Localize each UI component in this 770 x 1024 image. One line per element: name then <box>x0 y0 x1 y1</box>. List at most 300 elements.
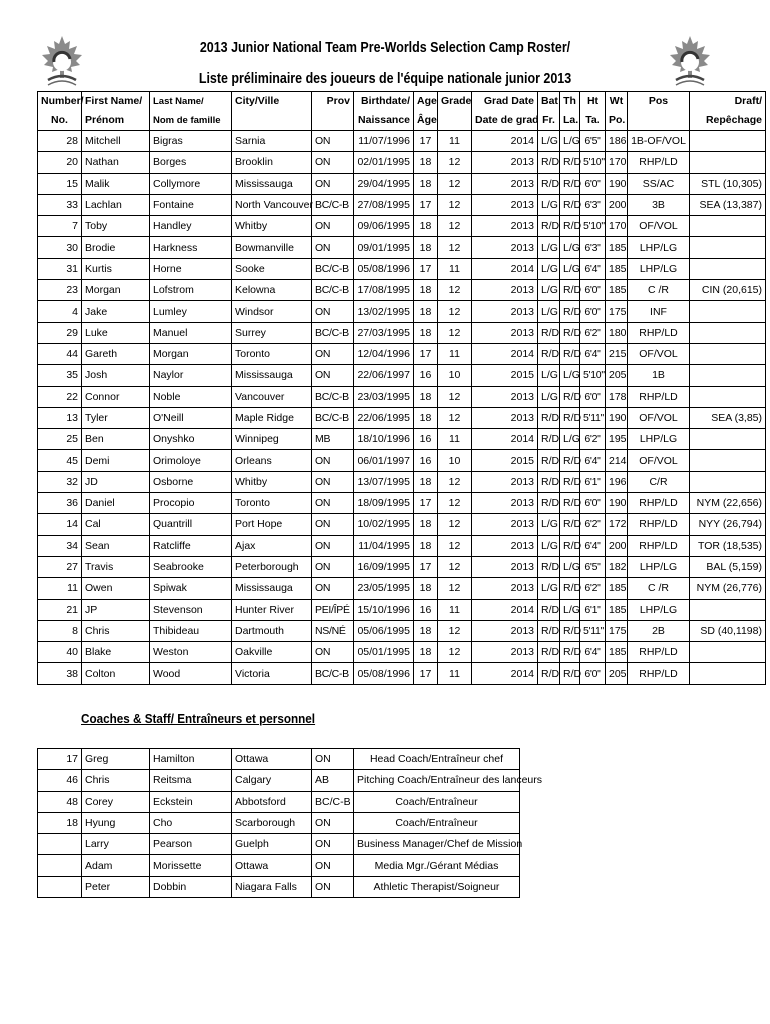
cell-grad-date: 2013 <box>472 471 538 492</box>
cell-prov: ON <box>312 642 354 663</box>
cell-birthdate: 13/07/1995 <box>354 471 414 492</box>
cell-last-name: Handley <box>150 216 232 237</box>
cell-prov: ON <box>312 152 354 173</box>
cell-number: 45 <box>38 450 82 471</box>
cell-grad-date: 2013 <box>472 620 538 641</box>
cell-draft: NYM (26,776) <box>690 578 766 599</box>
cell-height: 6'2" <box>580 578 606 599</box>
cell-bat: L/G <box>538 131 560 152</box>
cell-draft <box>690 599 766 620</box>
cell-last-name: Collymore <box>150 173 232 194</box>
cell-age: 17 <box>414 556 438 577</box>
cell-draft: SEA (3,85) <box>690 407 766 428</box>
cell-height: 5'10" <box>580 216 606 237</box>
header-bat: Fr. <box>538 111 560 131</box>
cell-city: Sooke <box>232 258 312 279</box>
cell-height: 6'4" <box>580 642 606 663</box>
cell-grad-date: 2014 <box>472 599 538 620</box>
cell-grad-date: 2013 <box>472 386 538 407</box>
cell-city: Mississauga <box>232 365 312 386</box>
cell-prov: NS/NÉ <box>312 620 354 641</box>
cell-position: RHP/LD <box>628 663 690 684</box>
staff-cell-role: Coach/Entraîneur <box>354 812 520 833</box>
table-row <box>38 535 766 556</box>
table-row <box>38 322 766 343</box>
table-row <box>38 131 766 152</box>
cell-weight: 185 <box>606 642 628 663</box>
cell-last-name: Wood <box>150 663 232 684</box>
cell-weight: 186 <box>606 131 628 152</box>
cell-birthdate: 09/06/1995 <box>354 216 414 237</box>
cell-birthdate: 29/04/1995 <box>354 173 414 194</box>
cell-last-name: Stevenson <box>150 599 232 620</box>
header-first-name: Prénom <box>82 111 150 131</box>
cell-bat: R/D <box>538 343 560 364</box>
header-last-name: Nom de famille <box>150 111 232 131</box>
cell-first-name: Lachlan <box>82 194 150 215</box>
cell-last-name: Quantrill <box>150 514 232 535</box>
cell-age: 18 <box>414 642 438 663</box>
header-grad-date: Date de grad <box>472 111 538 131</box>
header-number: Number/ <box>38 92 82 112</box>
cell-draft: CIN (20,615) <box>690 280 766 301</box>
staff-cell-last-name: Cho <box>150 812 232 833</box>
cell-birthdate: 10/02/1995 <box>354 514 414 535</box>
cell-grad-date: 2014 <box>472 663 538 684</box>
staff-cell-last-name: Eckstein <box>150 791 232 812</box>
table-row <box>38 493 766 514</box>
header-grad-date: Grad Date <box>472 92 538 112</box>
cell-prov: BC/C-B <box>312 663 354 684</box>
cell-prov: BC/C-B <box>312 322 354 343</box>
cell-last-name: Lumley <box>150 301 232 322</box>
cell-city: Bowmanville <box>232 237 312 258</box>
cell-city: Sarnia <box>232 131 312 152</box>
cell-first-name: Tyler <box>82 407 150 428</box>
cell-weight: 185 <box>606 578 628 599</box>
cell-first-name: Colton <box>82 663 150 684</box>
cell-throw: R/D <box>560 322 580 343</box>
cell-grade: 12 <box>438 280 472 301</box>
table-row <box>38 450 766 471</box>
cell-number: 32 <box>38 471 82 492</box>
cell-last-name: Horne <box>150 258 232 279</box>
table-row <box>38 258 766 279</box>
cell-bat: R/D <box>538 429 560 450</box>
cell-city: Surrey <box>232 322 312 343</box>
cell-grad-date: 2013 <box>472 535 538 556</box>
cell-grad-date: 2013 <box>472 301 538 322</box>
cell-age: 18 <box>414 280 438 301</box>
cell-throw: L/G <box>560 599 580 620</box>
cell-draft: TOR (18,535) <box>690 535 766 556</box>
cell-birthdate: 23/05/1995 <box>354 578 414 599</box>
cell-position: LHP/LG <box>628 258 690 279</box>
cell-age: 17 <box>414 343 438 364</box>
cell-weight: 190 <box>606 407 628 428</box>
cell-grade: 11 <box>438 599 472 620</box>
cell-draft <box>690 450 766 471</box>
staff-cell-number: 17 <box>38 749 82 770</box>
cell-position: RHP/LD <box>628 386 690 407</box>
cell-draft: BAL (5,159) <box>690 556 766 577</box>
cell-prov: BC/C-B <box>312 386 354 407</box>
cell-first-name: Brodie <box>82 237 150 258</box>
cell-city: Windsor <box>232 301 312 322</box>
cell-draft: NYY (26,794) <box>690 514 766 535</box>
header-first-name: First Name/ <box>82 92 150 112</box>
cell-height: 6'0" <box>580 493 606 514</box>
cell-number: 8 <box>38 620 82 641</box>
cell-first-name: Gareth <box>82 343 150 364</box>
cell-grad-date: 2013 <box>472 216 538 237</box>
cell-grad-date: 2015 <box>472 365 538 386</box>
cell-position: C /R <box>628 280 690 301</box>
cell-number: 28 <box>38 131 82 152</box>
cell-height: 6'3" <box>580 194 606 215</box>
cell-prov: ON <box>312 216 354 237</box>
cell-draft: SEA (13,387) <box>690 194 766 215</box>
cell-city: Peterborough <box>232 556 312 577</box>
cell-height: 6'4" <box>580 450 606 471</box>
cell-weight: 200 <box>606 535 628 556</box>
cell-bat: L/G <box>538 258 560 279</box>
cell-grade: 11 <box>438 258 472 279</box>
cell-height: 5'11" <box>580 407 606 428</box>
cell-throw: L/G <box>560 365 580 386</box>
cell-bat: R/D <box>538 663 560 684</box>
cell-last-name: Manuel <box>150 322 232 343</box>
cell-last-name: O'Neill <box>150 407 232 428</box>
cell-bat: R/D <box>538 173 560 194</box>
cell-grade: 11 <box>438 343 472 364</box>
header-position <box>628 111 690 131</box>
cell-weight: 196 <box>606 471 628 492</box>
staff-heading: Coaches & Staff/ Entraîneurs et personnel <box>81 711 316 726</box>
cell-weight: 180 <box>606 322 628 343</box>
cell-throw: R/D <box>560 343 580 364</box>
cell-height: 6'0" <box>580 301 606 322</box>
cell-first-name: Demi <box>82 450 150 471</box>
cell-height: 6'5" <box>580 131 606 152</box>
header-throw: La. <box>560 111 580 131</box>
cell-number: 27 <box>38 556 82 577</box>
table-row <box>38 173 766 194</box>
cell-position: INF <box>628 301 690 322</box>
cell-weight: 172 <box>606 514 628 535</box>
cell-number: 4 <box>38 301 82 322</box>
cell-weight: 200 <box>606 194 628 215</box>
cell-throw: R/D <box>560 216 580 237</box>
cell-grade: 12 <box>438 237 472 258</box>
staff-cell-first-name: Hyung <box>82 812 150 833</box>
cell-weight: 205 <box>606 663 628 684</box>
cell-grade: 10 <box>438 450 472 471</box>
cell-city: Vancouver <box>232 386 312 407</box>
cell-city: Toronto <box>232 343 312 364</box>
cell-first-name: Josh <box>82 365 150 386</box>
cell-bat: R/D <box>538 322 560 343</box>
cell-prov: ON <box>312 131 354 152</box>
cell-prov: ON <box>312 493 354 514</box>
cell-age: 18 <box>414 237 438 258</box>
cell-age: 18 <box>414 514 438 535</box>
cell-birthdate: 23/03/1995 <box>354 386 414 407</box>
staff-cell-role: Coach/Entraîneur <box>354 791 520 812</box>
header-age: Âge <box>414 111 438 131</box>
cell-draft <box>690 301 766 322</box>
staff-cell-role: Pitching Coach/Entraîneur des lanceurs <box>354 770 520 791</box>
staff-cell-role: Athletic Therapist/Soigneur <box>354 876 520 897</box>
staff-cell-first-name: Peter <box>82 876 150 897</box>
document-title-line1: 2013 Junior National Team Pre-Worlds Selection Camp Roster/ <box>199 40 571 56</box>
staff-cell-last-name: Morissette <box>150 855 232 876</box>
cell-last-name: Procopio <box>150 493 232 514</box>
cell-draft <box>690 386 766 407</box>
cell-age: 18 <box>414 535 438 556</box>
staff-cell-first-name: Corey <box>82 791 150 812</box>
cell-first-name: Daniel <box>82 493 150 514</box>
cell-city: Orleans <box>232 450 312 471</box>
cell-number: 34 <box>38 535 82 556</box>
cell-draft <box>690 471 766 492</box>
staff-body <box>38 749 543 898</box>
cell-birthdate: 27/08/1995 <box>354 194 414 215</box>
table-row <box>38 770 520 791</box>
cell-city: Maple Ridge <box>232 407 312 428</box>
cell-position: RHP/LD <box>628 152 690 173</box>
cell-city: Winnipeg <box>232 429 312 450</box>
cell-birthdate: 02/01/1995 <box>354 152 414 173</box>
staff-cell-role: Business Manager/Chef de Mission <box>354 834 520 855</box>
document-title-line2: Liste préliminaire des joueurs de l'équipe nationale junior 2013 <box>198 71 572 87</box>
staff-cell-last-name: Reitsma <box>150 770 232 791</box>
cell-prov: ON <box>312 450 354 471</box>
cell-age: 17 <box>414 493 438 514</box>
cell-first-name: Morgan <box>82 280 150 301</box>
table-row <box>38 599 766 620</box>
cell-position: C/R <box>628 471 690 492</box>
cell-age: 18 <box>414 301 438 322</box>
cell-bat: R/D <box>538 216 560 237</box>
cell-position: LHP/LG <box>628 556 690 577</box>
cell-grade: 12 <box>438 152 472 173</box>
cell-throw: R/D <box>560 194 580 215</box>
staff-cell-city: Calgary <box>232 770 312 791</box>
cell-throw: R/D <box>560 386 580 407</box>
cell-weight: 185 <box>606 599 628 620</box>
cell-city: Toronto <box>232 493 312 514</box>
cell-prov: ON <box>312 301 354 322</box>
cell-age: 18 <box>414 216 438 237</box>
cell-position: RHP/LD <box>628 322 690 343</box>
cell-age: 17 <box>414 258 438 279</box>
staff-cell-prov: ON <box>312 812 354 833</box>
cell-height: 6'4" <box>580 258 606 279</box>
staff-cell-last-name: Hamilton <box>150 749 232 770</box>
table-row <box>38 578 766 599</box>
cell-birthdate: 09/01/1995 <box>354 237 414 258</box>
cell-last-name: Borges <box>150 152 232 173</box>
header-position: Pos <box>628 92 690 112</box>
cell-first-name: Owen <box>82 578 150 599</box>
cell-draft <box>690 258 766 279</box>
cell-weight: 190 <box>606 493 628 514</box>
cell-height: 6'5" <box>580 556 606 577</box>
cell-throw: L/G <box>560 429 580 450</box>
cell-weight: 182 <box>606 556 628 577</box>
staff-cell-number <box>38 834 82 855</box>
cell-height: 5'10" <box>580 152 606 173</box>
cell-position: 2B <box>628 620 690 641</box>
cell-draft <box>690 663 766 684</box>
cell-birthdate: 05/06/1995 <box>354 620 414 641</box>
cell-throw: L/G <box>560 556 580 577</box>
roster-table <box>37 91 766 685</box>
staff-cell-first-name: Greg <box>82 749 150 770</box>
cell-grade: 12 <box>438 514 472 535</box>
cell-first-name: Blake <box>82 642 150 663</box>
cell-age: 16 <box>414 450 438 471</box>
cell-bat: R/D <box>538 450 560 471</box>
cell-prov: BC/C-B <box>312 280 354 301</box>
cell-grad-date: 2014 <box>472 343 538 364</box>
roster-header-row-2 <box>38 111 766 131</box>
cell-grad-date: 2013 <box>472 322 538 343</box>
cell-grad-date: 2014 <box>472 131 538 152</box>
cell-birthdate: 22/06/1995 <box>354 407 414 428</box>
cell-birthdate: 12/04/1996 <box>354 343 414 364</box>
cell-number: 33 <box>38 194 82 215</box>
cell-number: 40 <box>38 642 82 663</box>
cell-prov: ON <box>312 365 354 386</box>
cell-birthdate: 22/06/1997 <box>354 365 414 386</box>
cell-draft <box>690 131 766 152</box>
cell-throw: L/G <box>560 258 580 279</box>
table-row <box>38 855 520 876</box>
cell-city: Brooklin <box>232 152 312 173</box>
cell-first-name: Ben <box>82 429 150 450</box>
cell-grad-date: 2013 <box>472 280 538 301</box>
cell-last-name: Harkness <box>150 237 232 258</box>
cell-last-name: Bigras <box>150 131 232 152</box>
cell-grade: 12 <box>438 407 472 428</box>
staff-cell-prov: BC/C-B <box>312 791 354 812</box>
table-row <box>38 834 520 855</box>
cell-bat: L/G <box>538 365 560 386</box>
staff-cell-prov: ON <box>312 876 354 897</box>
cell-height: 6'4" <box>580 535 606 556</box>
cell-throw: R/D <box>560 301 580 322</box>
cell-number: 29 <box>38 322 82 343</box>
cell-first-name: Luke <box>82 322 150 343</box>
cell-age: 18 <box>414 152 438 173</box>
staff-cell-last-name: Pearson <box>150 834 232 855</box>
cell-weight: 205 <box>606 365 628 386</box>
cell-birthdate: 13/02/1995 <box>354 301 414 322</box>
cell-throw: R/D <box>560 407 580 428</box>
cell-height: 6'2" <box>580 514 606 535</box>
cell-grad-date: 2013 <box>472 578 538 599</box>
cell-last-name: Thibideau <box>150 620 232 641</box>
cell-grad-date: 2013 <box>472 237 538 258</box>
cell-last-name: Lofstrom <box>150 280 232 301</box>
cell-prov: BC/C-B <box>312 407 354 428</box>
cell-throw: L/G <box>560 237 580 258</box>
cell-bat: R/D <box>538 471 560 492</box>
table-row <box>38 749 520 770</box>
roster-header-row-1 <box>38 92 766 112</box>
cell-bat: L/G <box>538 514 560 535</box>
cell-number: 38 <box>38 663 82 684</box>
table-row <box>38 642 766 663</box>
table-row <box>38 152 766 173</box>
cell-weight: 175 <box>606 620 628 641</box>
cell-position: OF/VOL <box>628 407 690 428</box>
cell-birthdate: 16/09/1995 <box>354 556 414 577</box>
cell-bat: L/G <box>538 237 560 258</box>
cell-position: 1B <box>628 365 690 386</box>
cell-throw: R/D <box>560 535 580 556</box>
cell-height: 6'1" <box>580 599 606 620</box>
cell-age: 18 <box>414 386 438 407</box>
cell-birthdate: 18/09/1995 <box>354 493 414 514</box>
cell-number: 23 <box>38 280 82 301</box>
cell-bat: R/D <box>538 642 560 663</box>
cell-number: 44 <box>38 343 82 364</box>
staff-cell-first-name: Chris <box>82 770 150 791</box>
cell-bat: R/D <box>538 152 560 173</box>
roster-body <box>38 131 766 685</box>
cell-throw: R/D <box>560 642 580 663</box>
cell-position: LHP/LG <box>628 599 690 620</box>
table-row <box>38 386 766 407</box>
cell-first-name: JP <box>82 599 150 620</box>
cell-birthdate: 05/08/1996 <box>354 663 414 684</box>
cell-height: 6'0" <box>580 663 606 684</box>
cell-first-name: Mitchell <box>82 131 150 152</box>
cell-bat: L/G <box>538 280 560 301</box>
cell-grad-date: 2013 <box>472 642 538 663</box>
cell-birthdate: 11/07/1996 <box>354 131 414 152</box>
header-draft: Repêchage <box>690 111 766 131</box>
cell-bat: R/D <box>538 493 560 514</box>
cell-position: 1B-OF/VOL <box>628 131 690 152</box>
staff-cell-prov: ON <box>312 749 354 770</box>
cell-number: 11 <box>38 578 82 599</box>
cell-grad-date: 2013 <box>472 514 538 535</box>
cell-grade: 12 <box>438 194 472 215</box>
cell-weight: 170 <box>606 152 628 173</box>
cell-bat: L/G <box>538 194 560 215</box>
cell-grade: 11 <box>438 429 472 450</box>
staff-cell-city: Ottawa <box>232 749 312 770</box>
cell-grad-date: 2013 <box>472 194 538 215</box>
cell-prov: ON <box>312 578 354 599</box>
cell-grade: 12 <box>438 556 472 577</box>
table-row <box>38 301 766 322</box>
cell-draft: SD (40,1198) <box>690 620 766 641</box>
cell-position: OF/VOL <box>628 343 690 364</box>
cell-throw: R/D <box>560 152 580 173</box>
header-prov <box>312 111 354 131</box>
cell-age: 18 <box>414 471 438 492</box>
cell-bat: R/D <box>538 407 560 428</box>
cell-grad-date: 2015 <box>472 450 538 471</box>
cell-first-name: Travis <box>82 556 150 577</box>
cell-grade: 12 <box>438 578 472 599</box>
cell-number: 15 <box>38 173 82 194</box>
